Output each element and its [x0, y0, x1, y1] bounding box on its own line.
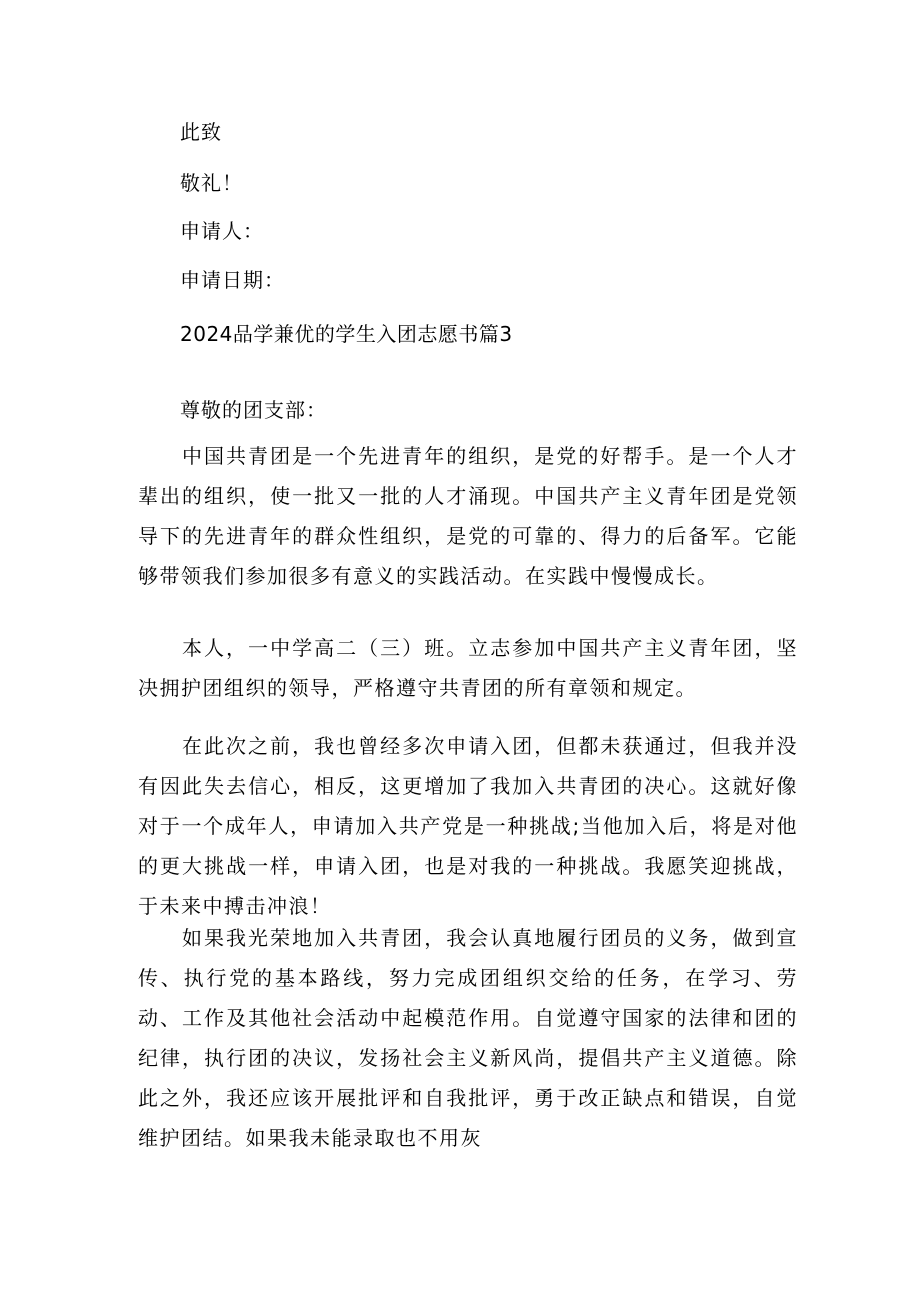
paragraph-2: 本人，一中学高二（三）班。立志参加中国共产主义青年团，坚决拥护团组织的领导，严格遵守共青团的所有章领和规定。 [138, 636, 798, 700]
greeting: 尊敬的团支部： [180, 398, 327, 422]
closing-regards: 敬礼！ [180, 171, 243, 195]
closing-salutation: 此致 [180, 120, 222, 144]
applicant-label: 申请人： [180, 219, 264, 243]
application-date-label: 申请日期： [180, 268, 285, 292]
paragraph-3: 在此次之前，我也曾经多次申请入团，但都未获通过，但我并没有因此失去信心，相反，这更增加了我加入共青团的决心。这就好像对于一个成年人，申请加入共产党是一种挑战;当他加入后，将是对他的更大挑战一样，申请入团，也是对我的一种挑战。我愿笑迎挑战，于未来中搏击冲浪！ [138, 734, 798, 918]
paragraph-1: 中国共青团是一个先进青年的组织，是党的好帮手。是一个人才辈出的组织，使一批又一批的人才涌现。中国共产主义青年团是党领导下的先进青年的群众性组织，是党的可靠的、得力的后备军。它能够带领我们参加很多有意义的实践活动。在实践中慢慢成长。 [138, 444, 798, 588]
section-title: 2024品学兼优的学生入团志愿书篇3 [180, 322, 513, 346]
paragraph-4: 如果我光荣地加入共青团，我会认真地履行团员的义务，做到宣传、执行党的基本路线，努力完成团组织交给的任务，在学习、劳动、工作及其他社会活动中起模范作用。自觉遵守国家的法律和团的纪律，执行团的决议，发扬社会主义新风尚，提倡共产主义道德。除此之外，我还应该开展批评和自我批评，勇于改正缺点和错误，自觉维护团结。如果我未能录取也不用灰 [138, 926, 798, 1150]
